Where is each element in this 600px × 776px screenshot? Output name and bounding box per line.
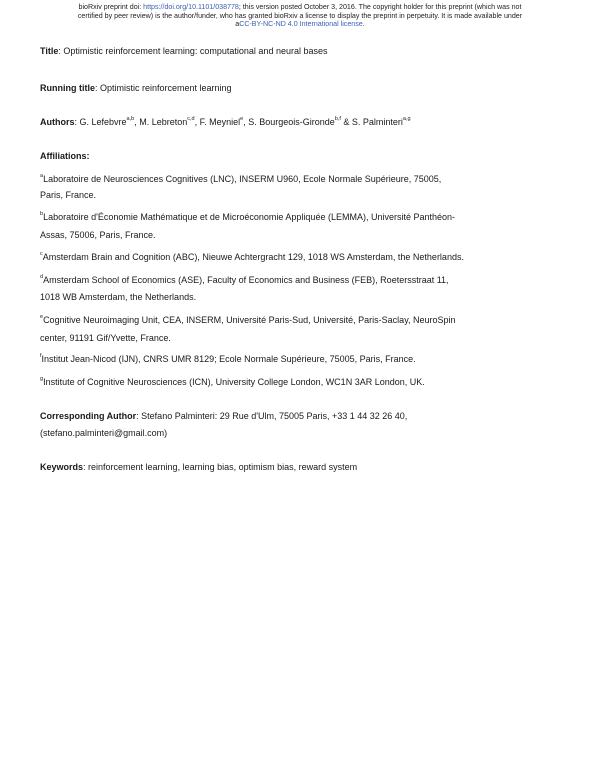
- authors-sep: &: [340, 117, 352, 127]
- header-text: a: [235, 20, 240, 29]
- header-text: bioRxiv preprint doi:: [78, 3, 144, 11]
- affiliation-a-cont: Paris, France.: [40, 190, 97, 200]
- author-name: F. Meyniel: [199, 117, 241, 127]
- affiliation-text: Institute of Cognitive Neurosciences (ICN), University College London, WC1N 3AR London, UK.: [43, 377, 425, 387]
- affiliation-sup: g: [40, 376, 44, 382]
- affiliation-e-cont: center, 91191 Gif/Yvette, France.: [40, 333, 171, 343]
- header-line-3: [40, 20, 560, 29]
- affiliation-d-cont: 1018 WB Amsterdam, the Netherlands.: [40, 292, 197, 302]
- authors-sep: :: [74, 117, 80, 127]
- affiliations-heading: Affiliations:: [40, 151, 90, 161]
- affiliation-sup: c: [40, 251, 43, 257]
- affiliation-d: [40, 275, 449, 286]
- author-name: M. Lebreton: [139, 117, 188, 127]
- corresponding-author-line: [40, 411, 407, 422]
- affiliation-text: Cognitive Neuroimaging Unit, CEA, INSERM, Université Paris-Sud, Université, Paris-Saclay, NeuroSpin: [43, 315, 456, 325]
- corresponding-text: : Stefano Palminteri: 29 Rue d'Ulm, 75005 Paris, +33 1 44 32 26 40,: [136, 411, 408, 421]
- affiliation-f: [40, 354, 416, 365]
- author-name: G. Lefebvre: [79, 117, 127, 127]
- header-line-1: [40, 3, 560, 12]
- affiliation-a: [40, 174, 441, 185]
- author-affil-sup: a,g: [402, 116, 411, 122]
- title-text: : Optimistic reinforcement learning: computational and neural bases: [58, 46, 328, 56]
- affiliation-sup: b: [40, 211, 44, 217]
- affiliation-b-cont: Assas, 75006, Paris, France.: [40, 230, 156, 240]
- authors-label: Authors: [40, 117, 75, 127]
- author-affil-sup: b,f: [334, 116, 341, 122]
- title-line: [40, 46, 327, 57]
- affiliation-c: [40, 252, 464, 263]
- header-line-2: certified by peer review) is the author/funder, who has granted bioRxiv a license to display the preprint in perpetuity. It is made available under: [77, 11, 523, 20]
- corresponding-label: Corresponding Author: [40, 411, 137, 421]
- doi-link[interactable]: https://doi.org/10.1101/038778: [143, 3, 239, 11]
- affiliation-e: [40, 315, 456, 326]
- authors-sep: ,: [194, 117, 200, 127]
- keywords-line: [40, 462, 357, 473]
- authors-sep: ,: [243, 117, 249, 127]
- authors-sep: ,: [134, 117, 140, 127]
- running-title-label: Running title: [40, 83, 95, 93]
- affiliation-b: [40, 212, 455, 223]
- affiliation-text: Amsterdam School of Economics (ASE), Faculty of Economics and Business (FEB), Roetersstraat 11,: [43, 275, 449, 285]
- affiliation-sup: a: [40, 173, 44, 179]
- running-title-line: [40, 83, 232, 94]
- authors-line: [40, 117, 411, 128]
- affiliation-sup: d: [40, 274, 44, 280]
- running-title-text: : Optimistic reinforcement learning: [95, 83, 232, 93]
- title-label: Title: [40, 46, 59, 56]
- affiliation-sup: f: [40, 353, 42, 359]
- author-affil-sup: c,d: [187, 116, 195, 122]
- affiliation-sup: e: [40, 314, 44, 320]
- affiliation-text: Institut Jean-Nicod (IJN), CNRS UMR 8129; Ecole Normale Supérieure, 75005, Paris, France.: [41, 354, 416, 364]
- header-text: ; this version posted October 3, 2016. The copyright holder for this preprint (which was not: [238, 3, 522, 11]
- affiliation-text: Laboratoire de Neurosciences Cognitives (LNC), INSERM U960, Ecole Normale Supérieure, 75005,: [43, 174, 442, 184]
- keywords-label: Keywords: [40, 462, 84, 472]
- corresponding-email: (stefano.palminteri@gmail.com): [40, 428, 168, 438]
- header-text: .: [362, 20, 365, 29]
- keywords-text: : reinforcement learning, learning bias, optimism bias, reward system: [83, 462, 358, 472]
- author-name: S. Palminteri: [351, 117, 403, 127]
- author-affil-sup: e: [240, 116, 244, 122]
- preprint-header: [40, 3, 560, 29]
- license-link[interactable]: CC-BY-NC-ND 4.0 International license: [239, 20, 363, 29]
- affiliation-text: Amsterdam Brain and Cognition (ABC), Nieuwe Achtergracht 129, 1018 WS Amsterdam, the Netherlands.: [42, 252, 464, 262]
- author-affil-sup: a,b: [126, 116, 135, 122]
- author-name: S. Bourgeois-Gironde: [248, 117, 335, 127]
- affiliation-g: [40, 377, 425, 388]
- affiliation-text: Laboratoire d'Économie Mathématique et de Microéconomie Appliquée (LEMMA), Université Panthéon-: [43, 212, 455, 222]
